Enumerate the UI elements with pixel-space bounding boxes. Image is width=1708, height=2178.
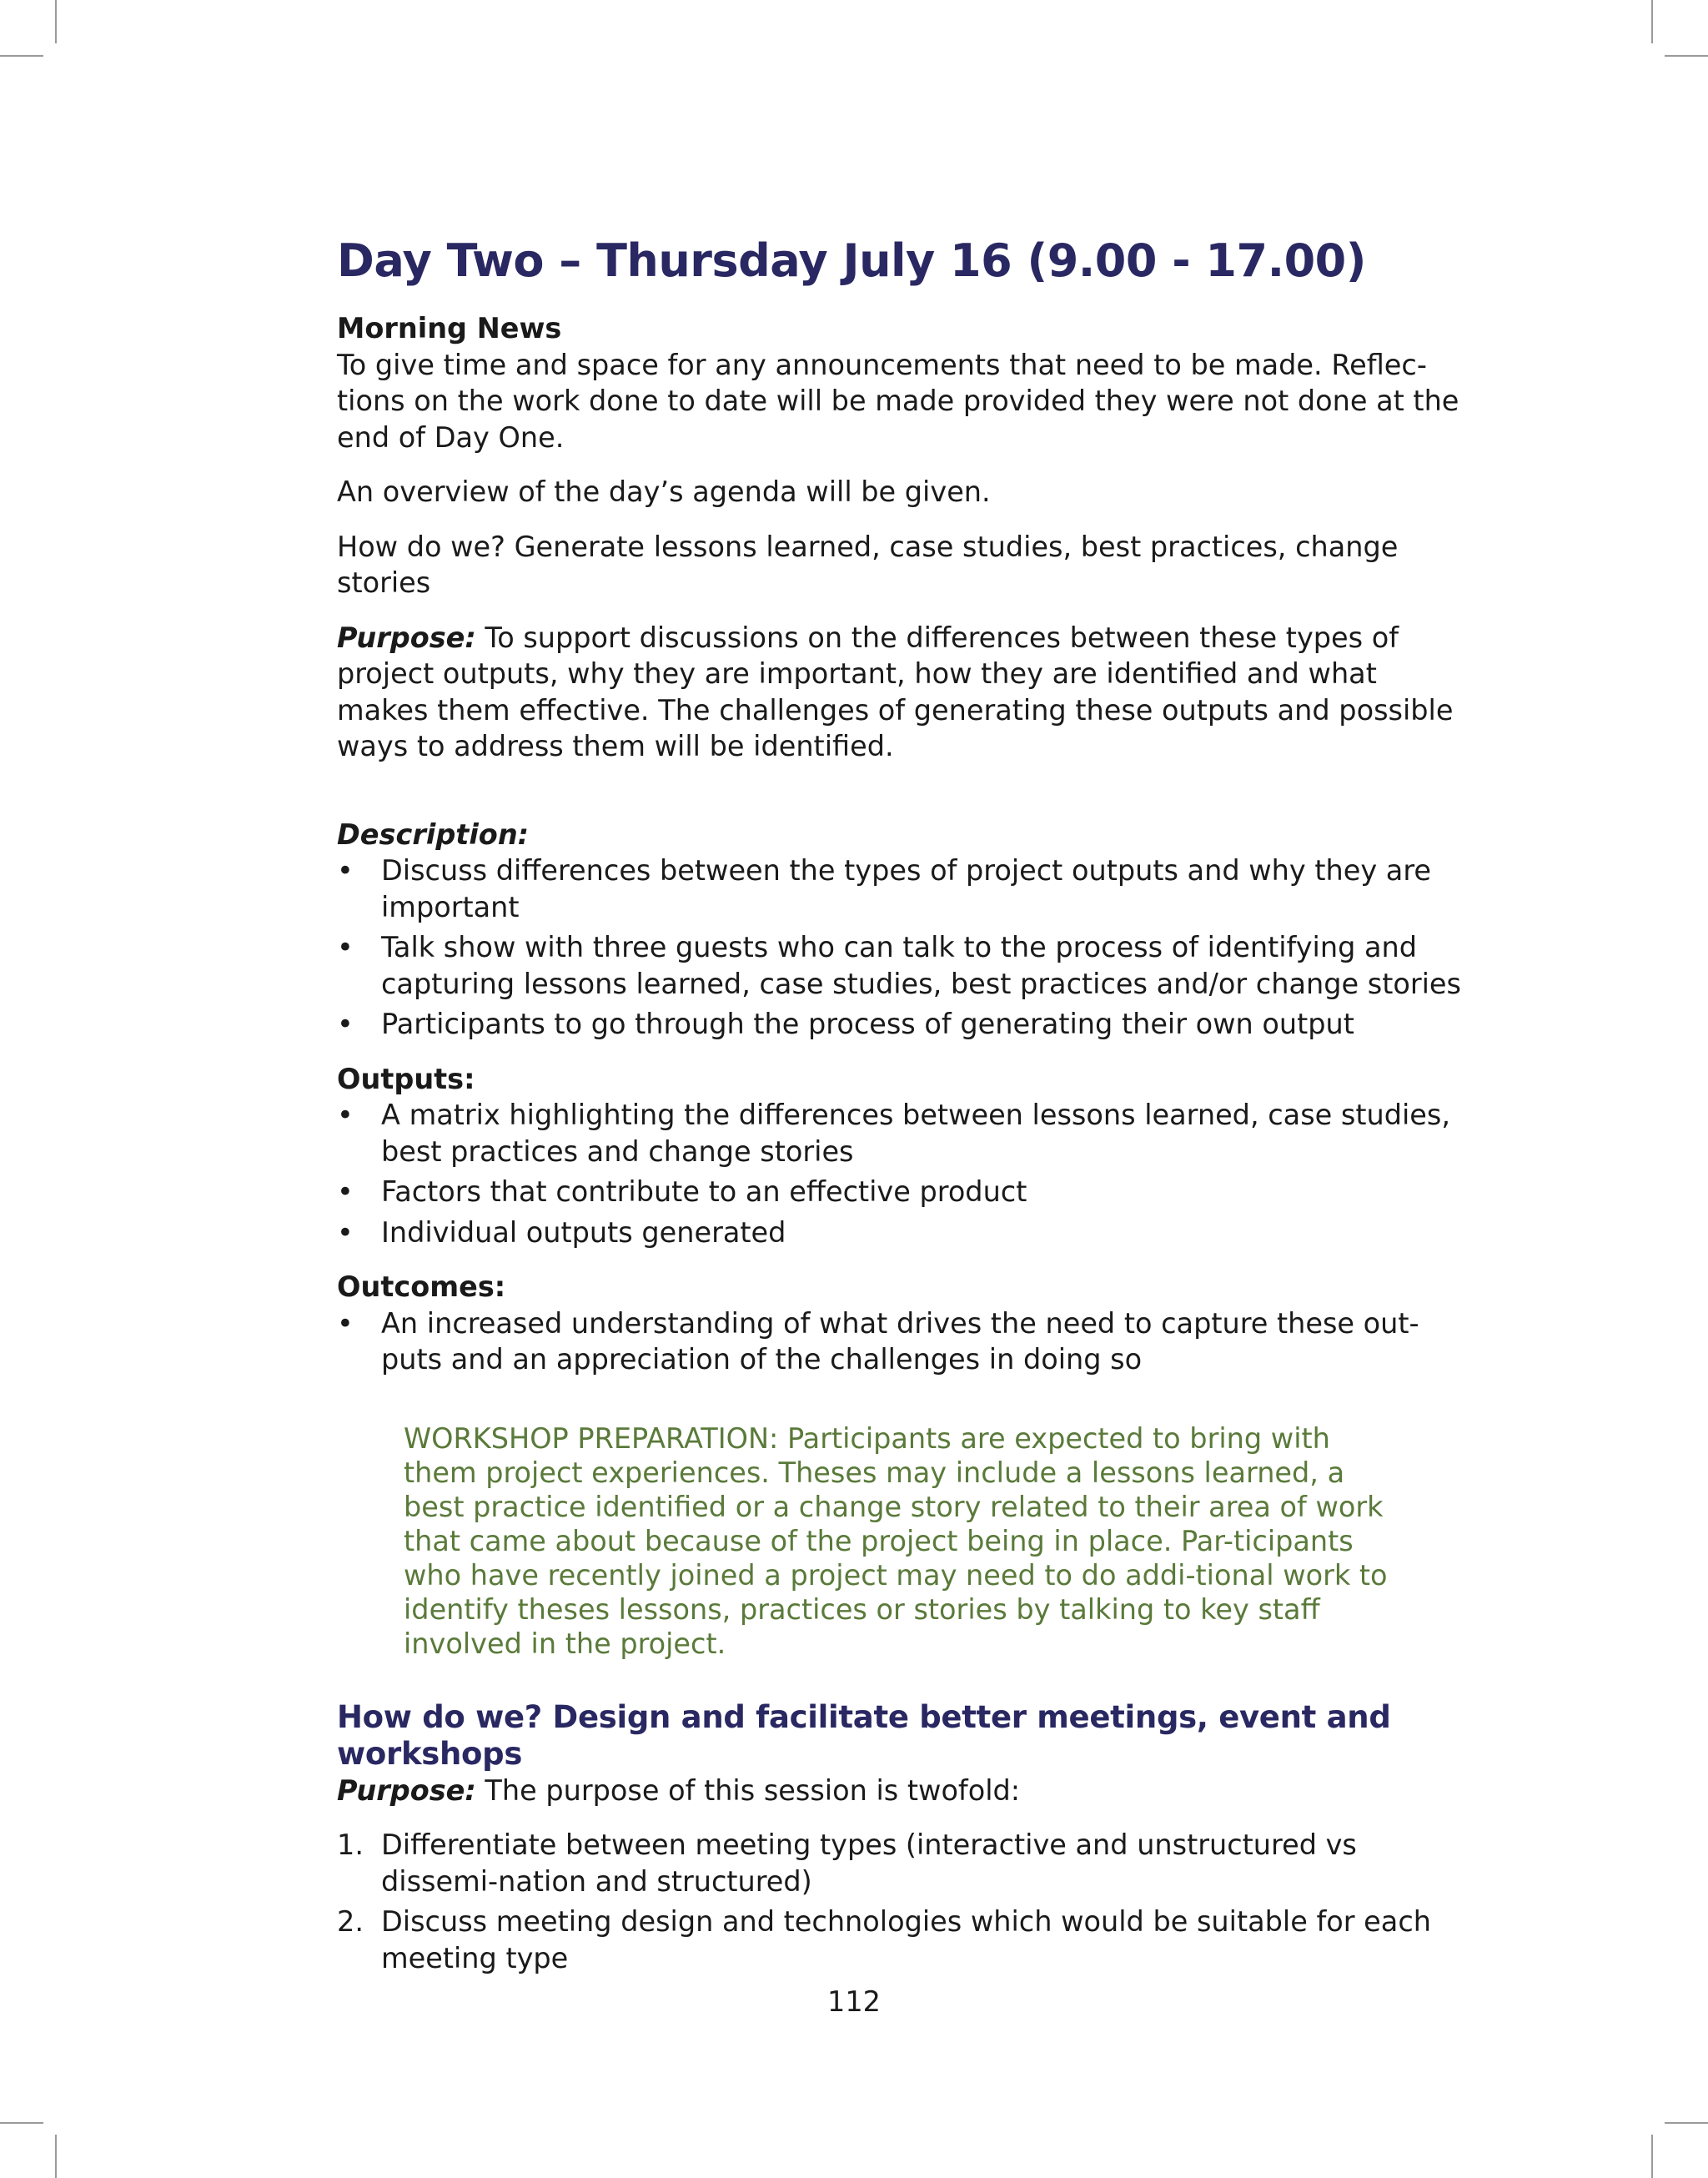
crop-mark bbox=[55, 2135, 57, 2178]
morning-news-heading: Morning News bbox=[337, 312, 562, 345]
list-item: • Factors that contribute to an effective product bbox=[337, 1174, 1471, 1210]
crop-mark bbox=[1665, 55, 1708, 57]
page-title: Day Two – Thursday July 16 (9.00 - 17.00) bbox=[337, 234, 1366, 287]
list-number: 1. bbox=[337, 1828, 364, 1861]
crop-mark bbox=[0, 2122, 43, 2124]
list-item: • A matrix highlighting the differences between lessons learned, case studies, best practices and change stories bbox=[337, 1097, 1471, 1169]
section-purpose-label: Purpose: bbox=[337, 1773, 476, 1807]
purpose-text: To support discussions on the differences between these types of project outputs, why they are important, how they are identified and what makes them effective. The challenges of generating these outputs and possible ways to address them will be identified. bbox=[337, 621, 1454, 762]
section-heading: How do we? Design and facilitate better meetings, event and workshops bbox=[337, 1698, 1391, 1772]
list-item: • Talk show with three guests who can talk to the process of identifying and capturing lessons learned, case studies, best practices and/or change stories bbox=[337, 929, 1471, 1002]
list-item-text: Discuss meeting design and technologies which would be suitable for each meeting type bbox=[381, 1905, 1431, 1974]
list-item: • Participants to go through the process of generating their own output bbox=[337, 1006, 1471, 1043]
list-item: • Discuss differences between the types of project outputs and why they are important bbox=[337, 853, 1471, 925]
crop-mark bbox=[0, 55, 43, 57]
how-do-we-lessons: How do we? Generate lessons learned, case studies, best practices, change stories bbox=[337, 530, 1399, 599]
description-label: Description: bbox=[337, 817, 530, 851]
overview-text: An overview of the day’s agenda will be given. bbox=[337, 475, 991, 508]
list-number: 2. bbox=[337, 1905, 364, 1938]
crop-mark bbox=[1665, 2122, 1708, 2124]
morning-news-text: To give time and space for any announcements that need to be made. Reflec-tions on the work done to date will be made provided they were not done at the end of Day One. bbox=[337, 348, 1459, 454]
section-purpose-text: The purpose of this session is twofold: bbox=[475, 1773, 1021, 1807]
page-content bbox=[337, 235, 1471, 1980]
list-item bbox=[337, 1904, 1471, 1976]
workshop-preparation-note: WORKSHOP PREPARATION: Participants are expected to bring with them project experiences. Theses may include a lessons learned, a best practice identified or a change story related to their area of work that came about because of the project being in place. Par-ticipants who have recently joined a project may need to do addi-tional work to identify theses lessons, practices or stories by talking to key staff involved in the project. bbox=[404, 1421, 1388, 1660]
list-item: • An increased understanding of what drives the need to capture these out-puts and an appreciation of the challenges in doing so bbox=[337, 1305, 1471, 1378]
list-item-text: Differentiate between meeting types (interactive and unstructured vs dissemi-nation and structured) bbox=[381, 1828, 1357, 1898]
crop-mark bbox=[55, 0, 57, 43]
list-item: • Individual outputs generated bbox=[337, 1215, 1471, 1251]
crop-mark bbox=[1651, 0, 1653, 43]
description-list bbox=[337, 853, 1471, 1043]
purpose-paragraph bbox=[337, 620, 1471, 765]
outputs-label: Outputs: bbox=[337, 1062, 475, 1095]
outcomes-list bbox=[337, 1305, 1471, 1378]
list-item bbox=[337, 1827, 1471, 1899]
purpose-label: Purpose: bbox=[337, 621, 476, 654]
purpose-numbered-list bbox=[337, 1827, 1471, 1976]
page-number: 112 bbox=[827, 1985, 881, 2018]
outputs-list bbox=[337, 1097, 1471, 1250]
outcomes-label: Outcomes: bbox=[337, 1270, 506, 1303]
section-purpose bbox=[337, 1773, 1471, 1809]
crop-mark bbox=[1651, 2135, 1653, 2178]
